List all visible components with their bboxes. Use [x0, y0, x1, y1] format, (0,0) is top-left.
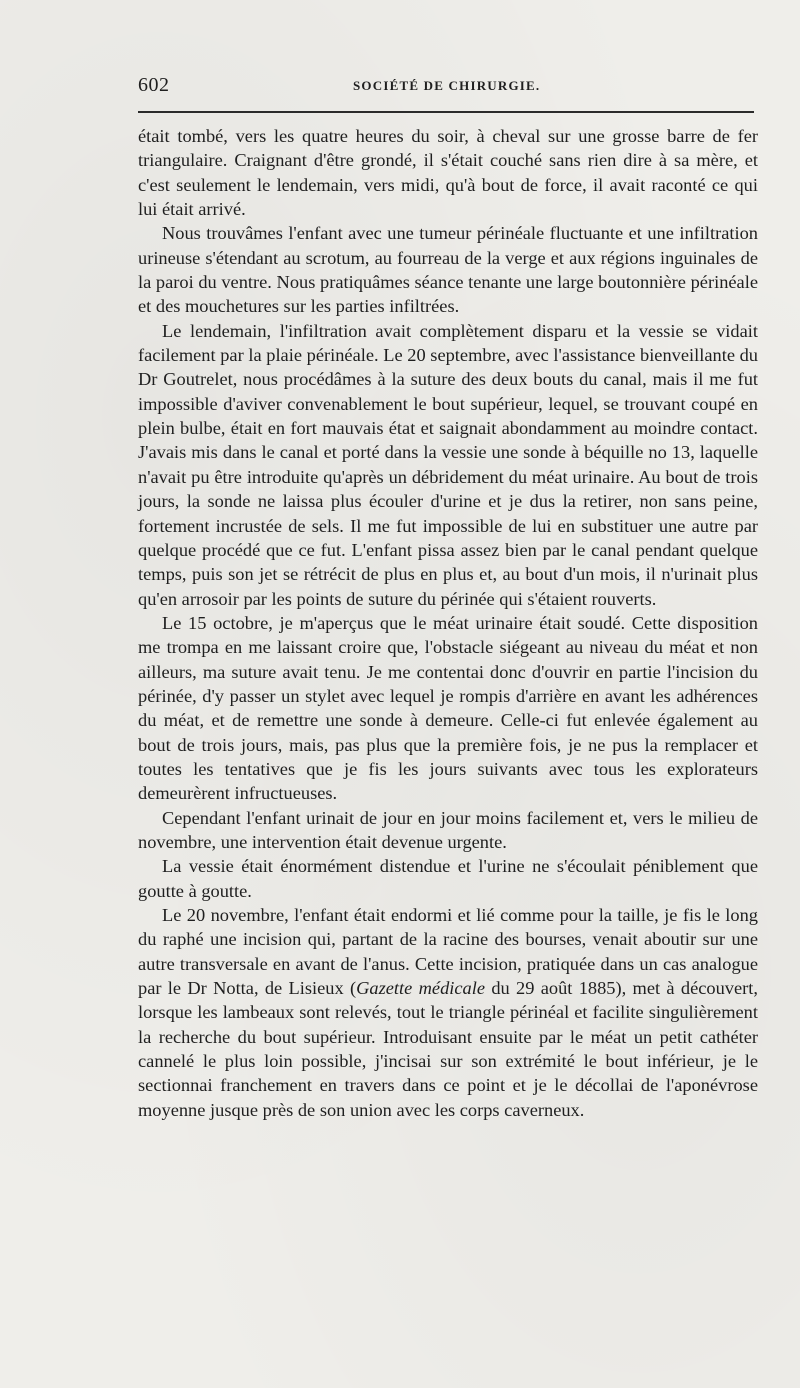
paragraph-7: [138, 903, 758, 1122]
header-rule: [138, 111, 754, 113]
paragraph-6: La vessie était énormément distendue et l'urine ne s'écoulait péniblement que goutte à goutte.: [138, 856, 758, 901]
body-text: [138, 124, 758, 1122]
paragraph-2: Nous trouvâmes l'enfant avec une tumeur périnéale fluctuante et une infiltration urineuse s'étendant au scrotum, au fourreau de la verge et aux régions inguinales de la paroi du ventre. Nous pratiquâmes séance tenante une large boutonnière périnéale et des mouchetures sur les parties infiltrées.: [138, 223, 758, 317]
paragraph-4: Le 15 octobre, je m'aperçus que le méat urinaire était soudé. Cette disposition me trompa en me laissant croire que, l'obstacle siégeant au niveau du méat et non ailleurs, ma suture avait tenu. Je me contentai donc d'ouvrir en partie l'incision du périnée, d'y passer un stylet avec lequel je rompis d'arrière en avant les adhérences du méat, et de remettre une sonde à demeure. Celle-ci fut enlevée également au bout de trois jours, mais, pas plus que la première fois, je ne pus la remplacer et toutes les tentatives que je fis les jours suivants avec tous les explorateurs demeurèrent infructueuses.: [138, 612, 758, 804]
paragraph-7-text-b: du 29 août 1885), met à découvert, lorsque les lambeaux sont relevés, tout le triangle périnéal et facilite singulièrement la recherche du bout supérieur. Introduisant ensuite par le méat un petit cathéter cannelé le plus loin possible, j'incisai sur son extrémité le bout inférieur, je le sectionnai franchement en travers dans ce point et je le décollai de l'aponévrose moyenne jusque près de son union avec les corps caverneux.: [138, 978, 758, 1120]
page-number: 602: [138, 74, 170, 96]
journal-title: Gazette médicale: [356, 978, 486, 999]
paragraph-3: Le lendemain, l'infiltration avait complètement disparu et la vessie se vidait facilement par la plaie périnéale. Le 20 septembre, avec l'assistance bienveillante du Dr Goutrelet, nous procédâmes à la suture des deux bouts du canal, mais il me fut impossible d'aviver convenablement le bout supérieur, lequel, se trouvant coupé en plein bulbe, était en fort mauvais état et saignait abondamment au moindre contact. J'avais mis dans le canal et porté dans la vessie une sonde à béquille no 13, laquelle n'avait pu être introduite qu'après un débridement du méat urinaire. Au bout de trois jours, la sonde ne laissa plus écouler d'urine et je dus la retirer, non sans peine, fortement incrustée de sels. Il me fut impossible de lui en substituer une autre par quelque procédé que ce fut. L'enfant pissa assez bien par le canal pendant quelque temps, puis son jet se rétrécit de plus en plus et, au bout d'un mois, il n'urinait plus qu'en arrosoir par les points de suture du périnée qui s'étaient rouverts.: [138, 320, 758, 609]
page-header: [138, 74, 762, 102]
running-title: SOCIÉTÉ DE CHIRURGIE.: [353, 78, 541, 93]
paragraph-7-text-a: Le 20 novembre, l'enfant était endormi et lié comme pour la taille, je fis le long du raphé une incision qui, partant de la racine des bourses, venait aboutir sur une autre transversale en avant de l'anus. Cette incision, pratiquée dans un cas analogue par le Dr Notta, de Lisieux (: [138, 905, 758, 999]
paragraph-5: Cependant l'enfant urinait de jour en jour moins facilement et, vers le milieu de novembre, une intervention était devenue urgente.: [138, 807, 758, 852]
paragraph-1: était tombé, vers les quatre heures du soir, à cheval sur une grosse barre de fer triangulaire. Craignant d'être grondé, il s'était couché sans rien dire à sa mère, et c'est seulement le lendemain, vers midi, qu'à bout de force, il avait raconté ce qui lui était arrivé.: [138, 126, 758, 220]
